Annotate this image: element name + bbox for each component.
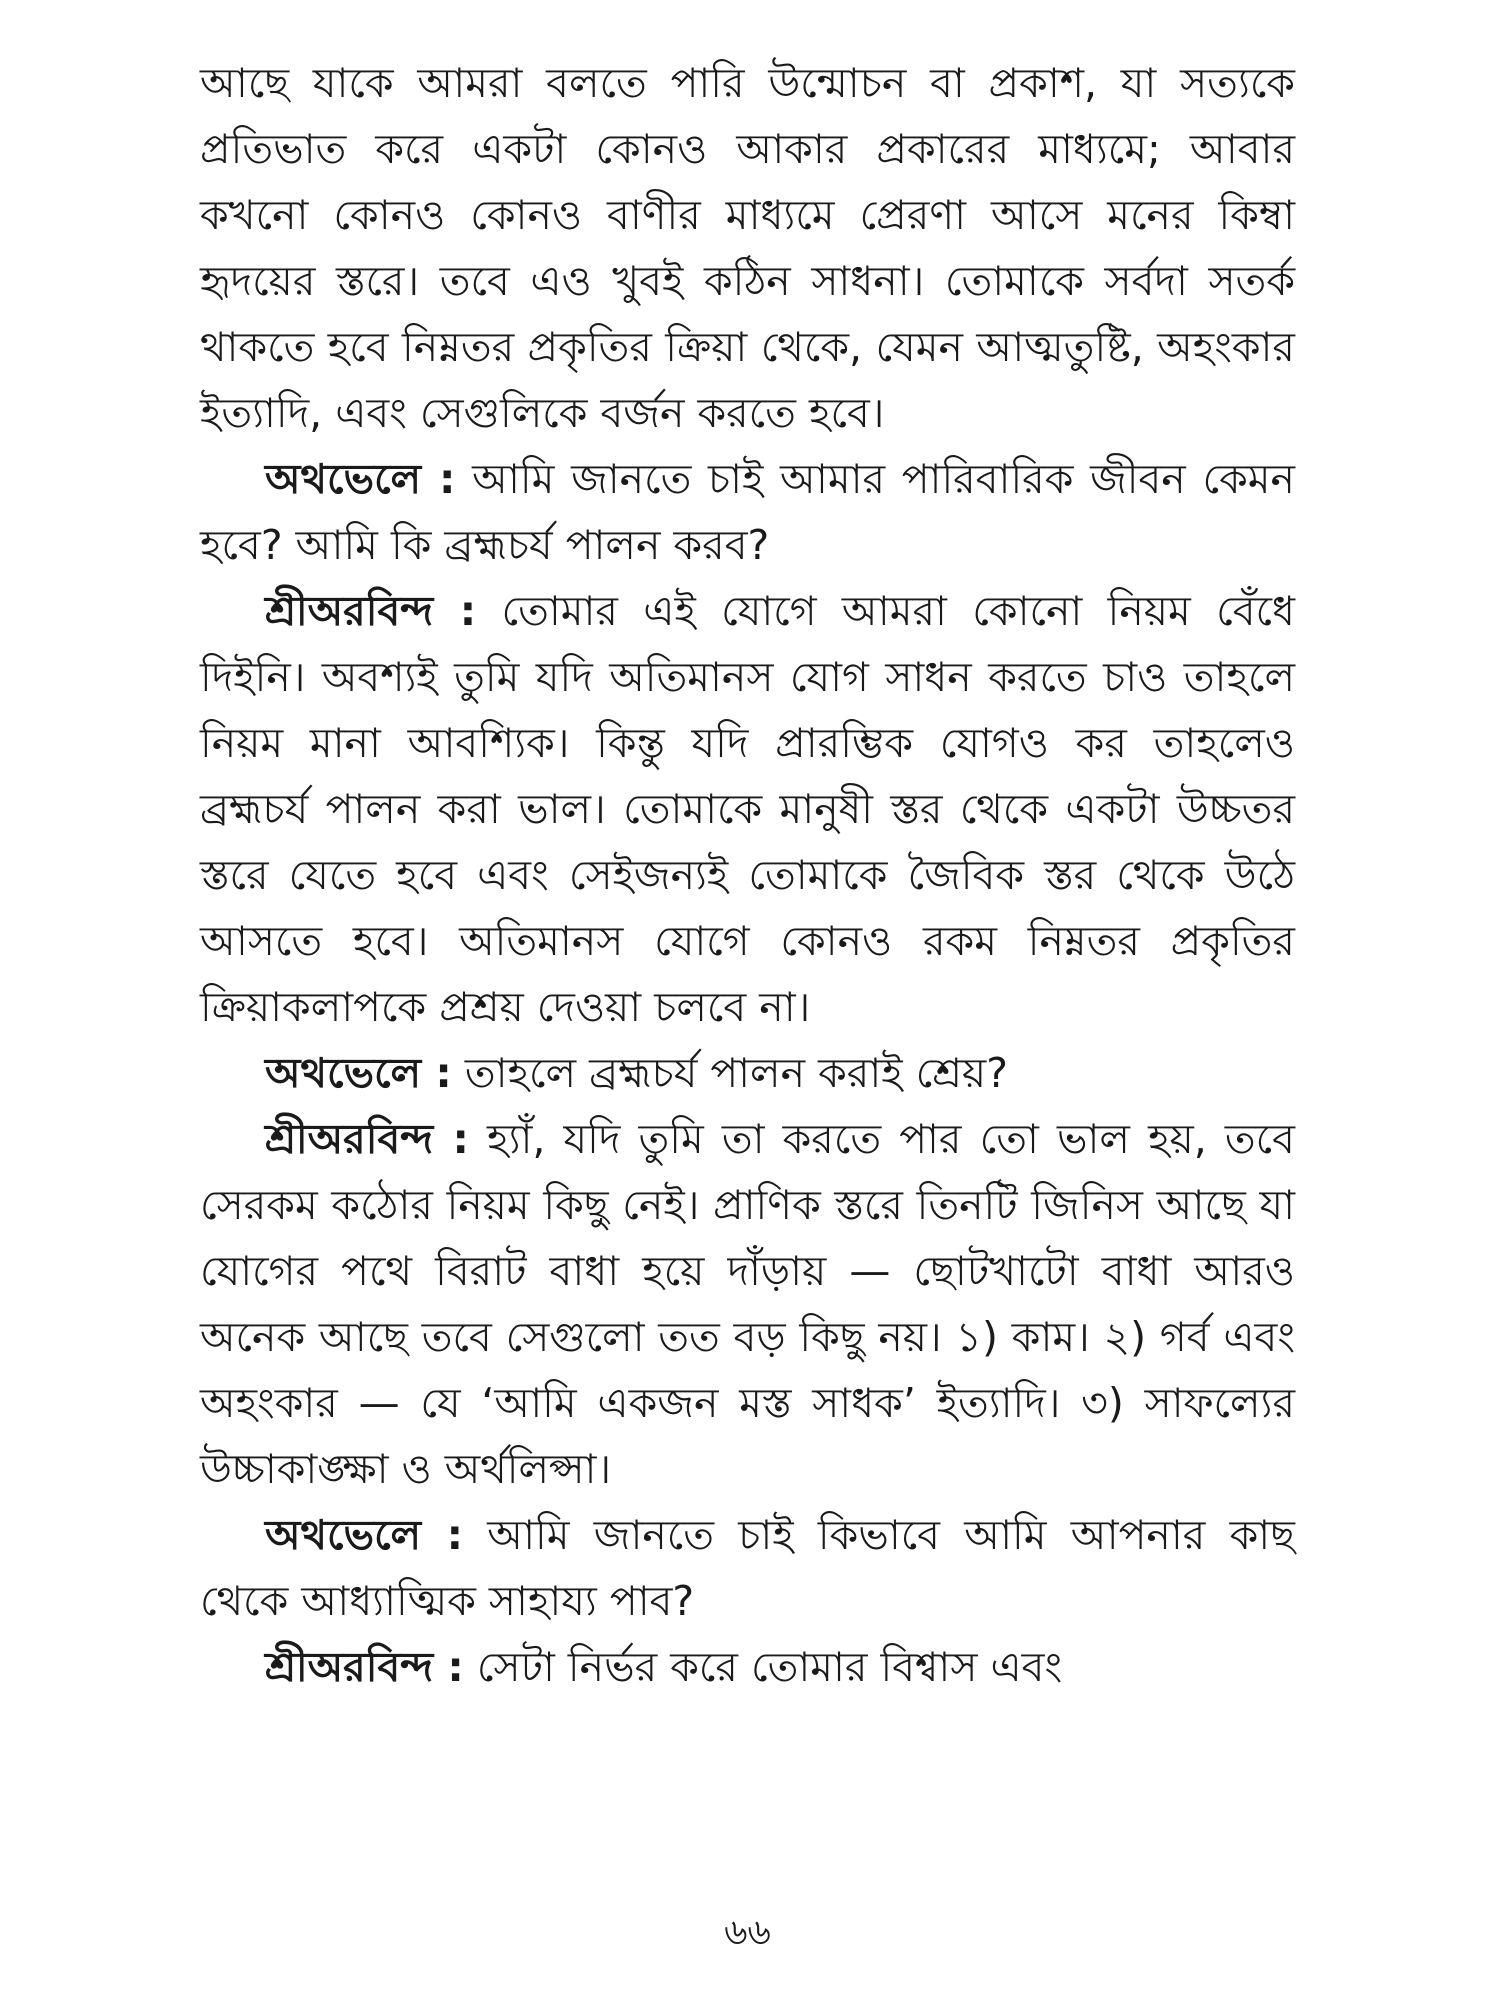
dialogue-paragraph bbox=[200, 1040, 1295, 1106]
speaker-name: অথভেলে : bbox=[265, 1049, 452, 1097]
speaker-name: অথভেলে : bbox=[265, 455, 456, 503]
dialogue-paragraph bbox=[200, 578, 1295, 1040]
dialogue-paragraph bbox=[200, 1502, 1295, 1634]
dialogue-text: আমি জানতে চাই কিভাবে আমি আপনার কাছ থেকে আধ্যাত্মিক সাহায্য পাব? bbox=[200, 1511, 1295, 1625]
dialogue-paragraph bbox=[200, 1106, 1295, 1502]
dialogue-text: হ্যাঁ, যদি তুমি তা করতে পার তো ভাল হয়, তবে সেরকম কঠোর নিয়ম কিছু নেই। প্রাণিক স্তরে তিনটি জিনিস আছে যা যোগের পথে বিরাট বাধা হয়ে দাঁড়ায় — ছোটখাটো বাধা আরও অনেক আছে তবে সেগুলো তত বড় কিছু নয়। ১) কাম। ২) গর্ব এবং অহংকার — যে ‘আমি একজন মস্ত সাধক’ ইত্যাদি। ৩) সাফল্যের উচ্চাকাঙ্ক্ষা ও অর্থলিপ্সা। bbox=[200, 1115, 1295, 1493]
paragraph-text: আছে যাকে আমরা বলতে পারি উন্মোচন বা প্রকাশ, যা সত্যকে প্রতিভাত করে একটা কোনও আকার প্রকারের মাধ্যমে; আবার কখনো কোনও কোনও বাণীর মাধ্যমে প্রেরণা আসে মনের কিম্বা হৃদয়ের স্তরে। তবে এও খুবই কঠিন সাধনা। তোমাকে সর্বদা সতর্ক থাকতে হবে নিম্নতর প্রকৃতির ক্রিয়া থেকে, যেমন আত্মতুষ্টি, অহংকার ইত্যাদি, এবং সেগুলিকে বর্জন করতে হবে। bbox=[200, 59, 1295, 437]
dialogue-text: সেটা নির্ভর করে তোমার বিশ্বাস এবং bbox=[476, 1643, 1063, 1691]
dialogue-text: তোমার এই যোগে আমরা কোনো নিয়ম বেঁধে দিইনি। অবশ্যই তুমি যদি অতিমানস যোগ সাধন করতে চাও তাহলে নিয়ম মানা আবশ্যিক। কিন্তু যদি প্রারম্ভিক যোগও কর তাহলেও ব্রহ্মচর্য পালন করা ভাল। তোমাকে মানুষী স্তর থেকে একটা উচ্চতর স্তরে যেতে হবে এবং সেইজন্যই তোমাকে জৈবিক স্তর থেকে উঠে আসতে হবে। অতিমানস যোগে কোনও রকম নিম্নতর প্রকৃতির ক্রিয়াকলাপকে প্রশ্রয় দেওয়া চলবে না। bbox=[200, 587, 1295, 1031]
dialogue-paragraph bbox=[200, 1634, 1295, 1700]
page-number: ৬৬ bbox=[724, 1912, 771, 1953]
speaker-name: শ্রীঅরবিন্দ : bbox=[265, 587, 477, 635]
dialogue-text: আমি জানতে চাই আমার পারিবারিক জীবন কেমন হবে? আমি কি ব্রহ্মচর্য পালন করব? bbox=[200, 455, 1295, 569]
dialogue-text: তাহলে ব্রহ্মচর্য পালন করাই শ্রেয়? bbox=[464, 1049, 1008, 1097]
speaker-name: শ্রীঅরবিন্দ : bbox=[265, 1643, 464, 1691]
paragraph-continuation bbox=[200, 50, 1295, 446]
dialogue-paragraph bbox=[200, 446, 1295, 578]
speaker-name: শ্রীঅরবিন্দ : bbox=[265, 1115, 469, 1163]
body-text bbox=[200, 50, 1295, 1700]
speaker-name: অথভেলে : bbox=[265, 1511, 463, 1559]
book-page bbox=[200, 50, 1295, 1953]
